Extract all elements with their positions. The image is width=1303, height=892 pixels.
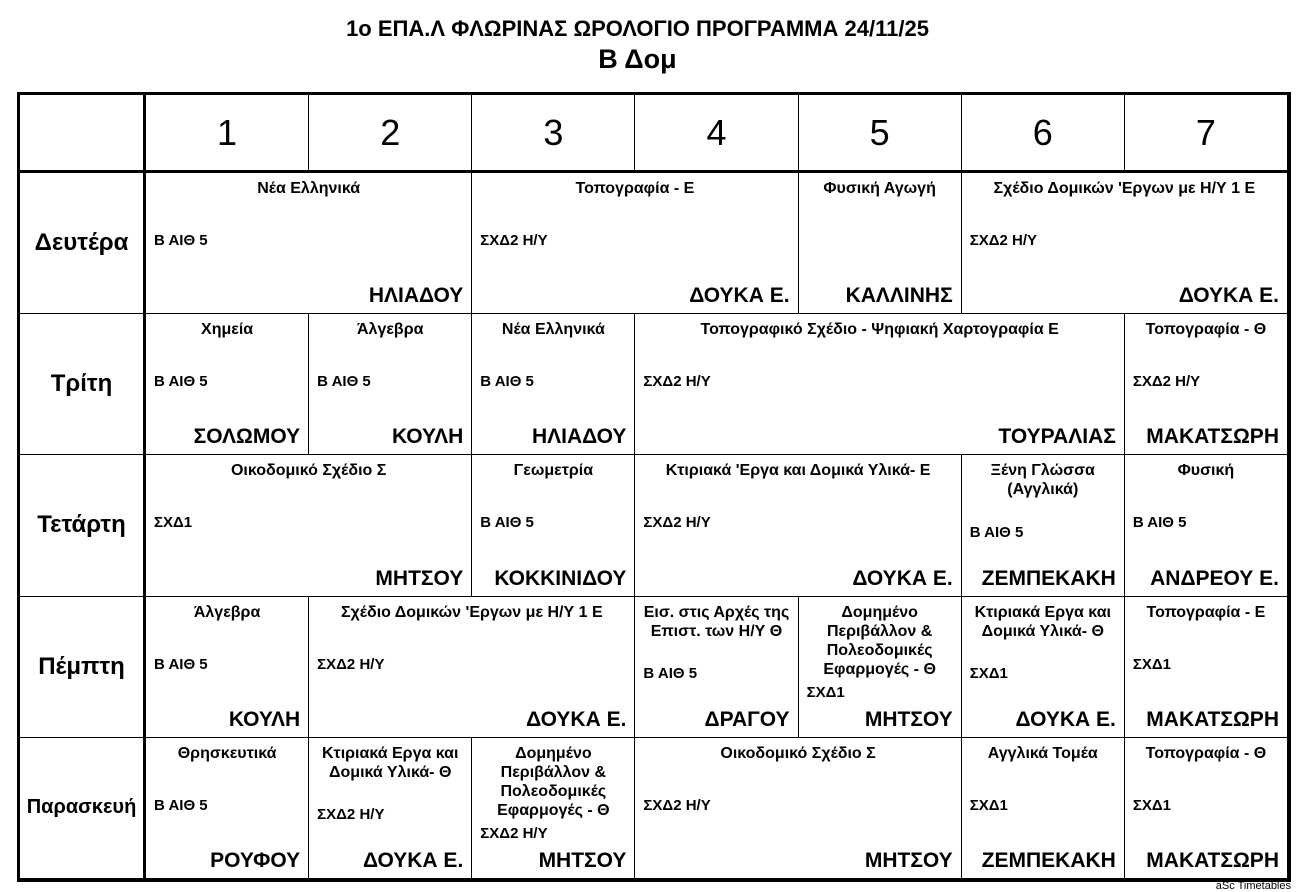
corner-cell	[20, 95, 146, 173]
lesson-subject: Εισ. στις Αρχές της Επιστ. των Η/Υ Θ	[643, 603, 790, 640]
lesson-room-area	[317, 622, 626, 708]
lesson-cell[interactable]	[309, 738, 472, 879]
lesson-teacher: ΔΟΥΚΑ Ε.	[852, 566, 953, 590]
lesson-teacher: ΔΟΥΚΑ Ε.	[689, 284, 790, 308]
period-header: 3	[472, 95, 635, 173]
lesson-room: ΣΧΔ2 Η/Υ	[317, 655, 385, 673]
lesson-teacher: ΜΗΤΣΟΥ	[864, 848, 953, 872]
lesson-teacher: ΖΕΜΠΕΚΑΚΗ	[981, 848, 1116, 872]
lesson-teacher: ΜΑΚΑΤΣΩΡΗ	[1146, 707, 1279, 731]
lesson-room-area	[1133, 622, 1279, 708]
lesson-cell[interactable]	[472, 455, 635, 596]
lesson-teacher: ΤΟΥΡΑΛΙΑΣ	[998, 425, 1116, 449]
lesson-room: Β ΑΙΘ 5	[480, 373, 534, 391]
period-header: 7	[1125, 95, 1288, 173]
lesson-teacher: ΜΗΤΣΟΥ	[538, 848, 627, 872]
lesson-room: ΣΧΔ2 Η/Υ	[969, 232, 1038, 250]
lesson-cell[interactable]	[1125, 597, 1288, 738]
lesson-subject: Ξένη Γλώσσα (Αγγλικά)	[990, 462, 1095, 499]
lesson-cell[interactable]	[635, 738, 961, 879]
lesson-subject: Κτιριακά Εργα και Δομικά Υλικά- Θ	[974, 603, 1111, 640]
lesson-subject: Δομημένο Περιβάλλον & Πολεοδομικές Εφαρμογές - Θ	[497, 744, 610, 819]
lesson-room-area	[807, 679, 953, 708]
lesson-room: ΣΧΔ2 Η/Υ	[643, 796, 711, 814]
lesson-teacher: ΜΑΚΑΤΣΩΡΗ	[1146, 425, 1279, 449]
lesson-room-area	[807, 198, 953, 284]
lesson-subject: Νέα Ελληνικά	[501, 321, 605, 339]
lesson-cell[interactable]	[962, 738, 1125, 879]
lesson-room-area	[480, 198, 789, 284]
lesson-cell[interactable]	[635, 314, 1124, 455]
lesson-cell[interactable]	[799, 597, 962, 738]
lesson-room-area	[154, 480, 463, 566]
lesson-room: ΣΧΔ1	[806, 684, 845, 702]
lesson-teacher: ΔΟΥΚΑ Ε.	[526, 707, 627, 731]
lesson-room: Β ΑΙΘ 5	[317, 373, 371, 391]
lesson-cell[interactable]	[799, 173, 962, 314]
day-label: Πέμπτη	[20, 597, 146, 738]
lesson-teacher: ΗΛΙΑΔΟΥ	[368, 284, 464, 308]
lesson-room-area	[154, 622, 300, 708]
lesson-room-area	[154, 198, 463, 284]
lesson-subject: Οικοδομικό Σχέδιο Σ	[720, 744, 876, 762]
lesson-cell[interactable]	[309, 314, 472, 455]
lesson-subject: Δομημένο Περιβάλλον & Πολεοδομικές Εφαρμογές - Θ	[823, 603, 936, 678]
lesson-room: Β ΑΙΘ 5	[643, 665, 698, 683]
lesson-room: Β ΑΙΘ 5	[154, 796, 208, 814]
lesson-subject: Τοπογραφία - Θ	[1145, 744, 1267, 762]
lesson-room: ΣΧΔ2 Η/Υ	[480, 825, 548, 843]
period-header: 1	[146, 95, 309, 173]
day-label: Παρασκευή	[20, 738, 146, 879]
lesson-teacher: ΡΟΥΦΟΥ	[210, 848, 301, 872]
lesson-room-area	[970, 198, 1279, 284]
lesson-subject: Τοπογραφικό Σχέδιο - Ψηφιακή Χαρτογραφία Ε	[700, 321, 1059, 339]
lesson-cell[interactable]	[146, 597, 309, 738]
period-header: 2	[309, 95, 472, 173]
day-label: Τρίτη	[20, 314, 146, 455]
period-header: 6	[962, 95, 1125, 173]
lesson-room: Β ΑΙΘ 5	[969, 523, 1024, 541]
lesson-cell[interactable]	[472, 314, 635, 455]
lesson-cell[interactable]	[1125, 738, 1288, 879]
lesson-room-area	[480, 820, 626, 849]
lesson-teacher: ΑΝΔΡΕΟΥ Ε.	[1150, 566, 1279, 590]
schedule-title: 1ο ΕΠΑ.Λ ΦΛΩΡΙΝΑΣ ΩΡΟΛΟΓΙΟ ΠΡΟΓΡΑΜΜΑ 24/11/25	[346, 16, 929, 41]
lesson-room: ΣΧΔ2 Η/Υ	[317, 806, 385, 824]
lesson-room-area	[643, 480, 952, 566]
lesson-room-area	[480, 339, 626, 425]
lesson-room-area	[1133, 763, 1279, 849]
day-label: Τετάρτη	[20, 455, 146, 596]
lesson-cell[interactable]	[472, 738, 635, 879]
lesson-room: ΣΧΔ2 Η/Υ	[1132, 373, 1201, 391]
lesson-teacher: ΜΑΚΑΤΣΩΡΗ	[1146, 848, 1279, 872]
lesson-room-area	[317, 339, 463, 425]
lesson-teacher: ΔΟΥΚΑ Ε.	[1015, 707, 1116, 731]
lesson-teacher: ΚΟΚΚΙΝΙΔΟΥ	[494, 566, 627, 590]
lesson-cell[interactable]	[146, 738, 309, 879]
lesson-subject: Τοπογραφία - Θ	[1145, 321, 1267, 339]
lesson-room-area	[154, 763, 300, 849]
lesson-teacher: ΔΟΥΚΑ Ε.	[1178, 284, 1279, 308]
lesson-teacher: ΖΕΜΠΕΚΑΚΗ	[981, 566, 1116, 590]
lesson-room: Β ΑΙΘ 5	[154, 232, 208, 250]
lesson-cell[interactable]	[1125, 314, 1288, 455]
lesson-room-area	[643, 763, 952, 849]
lesson-subject: Θρησκευτικά	[177, 744, 277, 762]
lesson-subject: Σχέδιο Δομικών 'Εργων με Η/Υ 1 Ε	[340, 603, 603, 621]
lesson-room-area	[970, 763, 1116, 849]
lesson-subject: Αγγλικά Τομέα	[987, 744, 1098, 762]
lesson-teacher: ΚΟΥΛΗ	[392, 425, 464, 449]
lesson-room: Β ΑΙΘ 5	[154, 655, 208, 673]
lesson-subject: Χημεία	[201, 321, 254, 339]
lesson-room: ΣΧΔ2 Η/Υ	[480, 232, 548, 250]
lesson-cell[interactable]	[635, 455, 961, 596]
lesson-teacher: ΔΡΑΓΟΥ	[704, 707, 790, 731]
lesson-subject: Κτιριακά 'Εργα και Δομικά Υλικά- Ε	[665, 462, 931, 480]
lesson-room: ΣΧΔ1	[969, 665, 1008, 683]
lesson-subject: Οικοδομικό Σχέδιο Σ	[230, 462, 387, 480]
lesson-room-area	[970, 641, 1116, 708]
lesson-teacher: ΚΑΛΛΙΝΗΣ	[845, 284, 953, 308]
lesson-cell[interactable]	[962, 455, 1125, 596]
lesson-teacher: ΜΗΤΣΟΥ	[864, 707, 953, 731]
lesson-room: Β ΑΙΘ 5	[154, 373, 208, 391]
lesson-subject: Άλγεβρα	[193, 603, 261, 621]
lesson-subject: Νέα Ελληνικά	[257, 180, 361, 197]
lesson-room: ΣΧΔ1	[1132, 655, 1171, 673]
lesson-room: Β ΑΙΘ 5	[480, 514, 534, 532]
lesson-room: ΣΧΔ1	[1132, 796, 1171, 814]
lesson-room-area	[1133, 480, 1279, 566]
lesson-subject: Φυσική	[1177, 462, 1235, 480]
lesson-subject: Κτιριακά Εργα και Δομικά Υλικά- Θ	[322, 744, 459, 781]
lesson-subject: Άλγεβρα	[356, 321, 424, 339]
lesson-room-area	[1133, 339, 1279, 425]
lesson-room-area	[317, 782, 463, 849]
lesson-teacher: ΗΛΙΑΔΟΥ	[531, 425, 627, 449]
class-name: Β Δομ	[598, 44, 677, 74]
footer-credit: aSc Timetables	[1215, 880, 1291, 892]
timetable-grid	[17, 92, 1291, 882]
lesson-cell[interactable]	[146, 455, 472, 596]
lesson-room-area	[643, 339, 1115, 425]
lesson-teacher: ΔΟΥΚΑ Ε.	[362, 848, 464, 872]
lesson-cell[interactable]	[472, 173, 798, 314]
lesson-room: ΣΧΔ2 Η/Υ	[643, 373, 711, 391]
day-label: Δευτέρα	[20, 173, 146, 314]
lesson-teacher: ΚΟΥΛΗ	[228, 707, 301, 731]
lesson-subject: Τοπογραφία - Ε	[1146, 603, 1266, 621]
lesson-subject: Σχέδιο Δομικών 'Εργων με Η/Υ 1 Ε	[993, 180, 1256, 197]
period-header: 5	[799, 95, 962, 173]
lesson-room: ΣΧΔ1	[969, 796, 1008, 814]
lesson-room-area	[970, 499, 1116, 566]
period-header: 4	[635, 95, 798, 173]
lesson-subject: Γεωμετρία	[513, 462, 594, 480]
lesson-teacher: ΣΟΛΩΜΟΥ	[193, 425, 301, 449]
lesson-subject: Τοπογραφία - Ε	[575, 180, 695, 197]
lesson-room-area	[480, 480, 626, 566]
lesson-cell[interactable]	[1125, 455, 1288, 596]
lesson-room: ΣΧΔ1	[154, 514, 193, 532]
lesson-room: Β ΑΙΘ 5	[1132, 514, 1187, 532]
lesson-subject: Φυσική Αγωγή	[823, 180, 936, 197]
lesson-cell[interactable]	[309, 597, 635, 738]
lesson-room-area	[154, 339, 300, 425]
lesson-cell[interactable]	[635, 597, 798, 738]
lesson-cell[interactable]	[146, 173, 472, 314]
lesson-room-area	[643, 641, 789, 708]
lesson-room: ΣΧΔ2 Η/Υ	[643, 514, 711, 532]
lesson-cell[interactable]	[962, 597, 1125, 738]
lesson-cell[interactable]	[146, 314, 309, 455]
lesson-teacher: ΜΗΤΣΟΥ	[375, 566, 464, 590]
lesson-cell[interactable]	[962, 173, 1288, 314]
